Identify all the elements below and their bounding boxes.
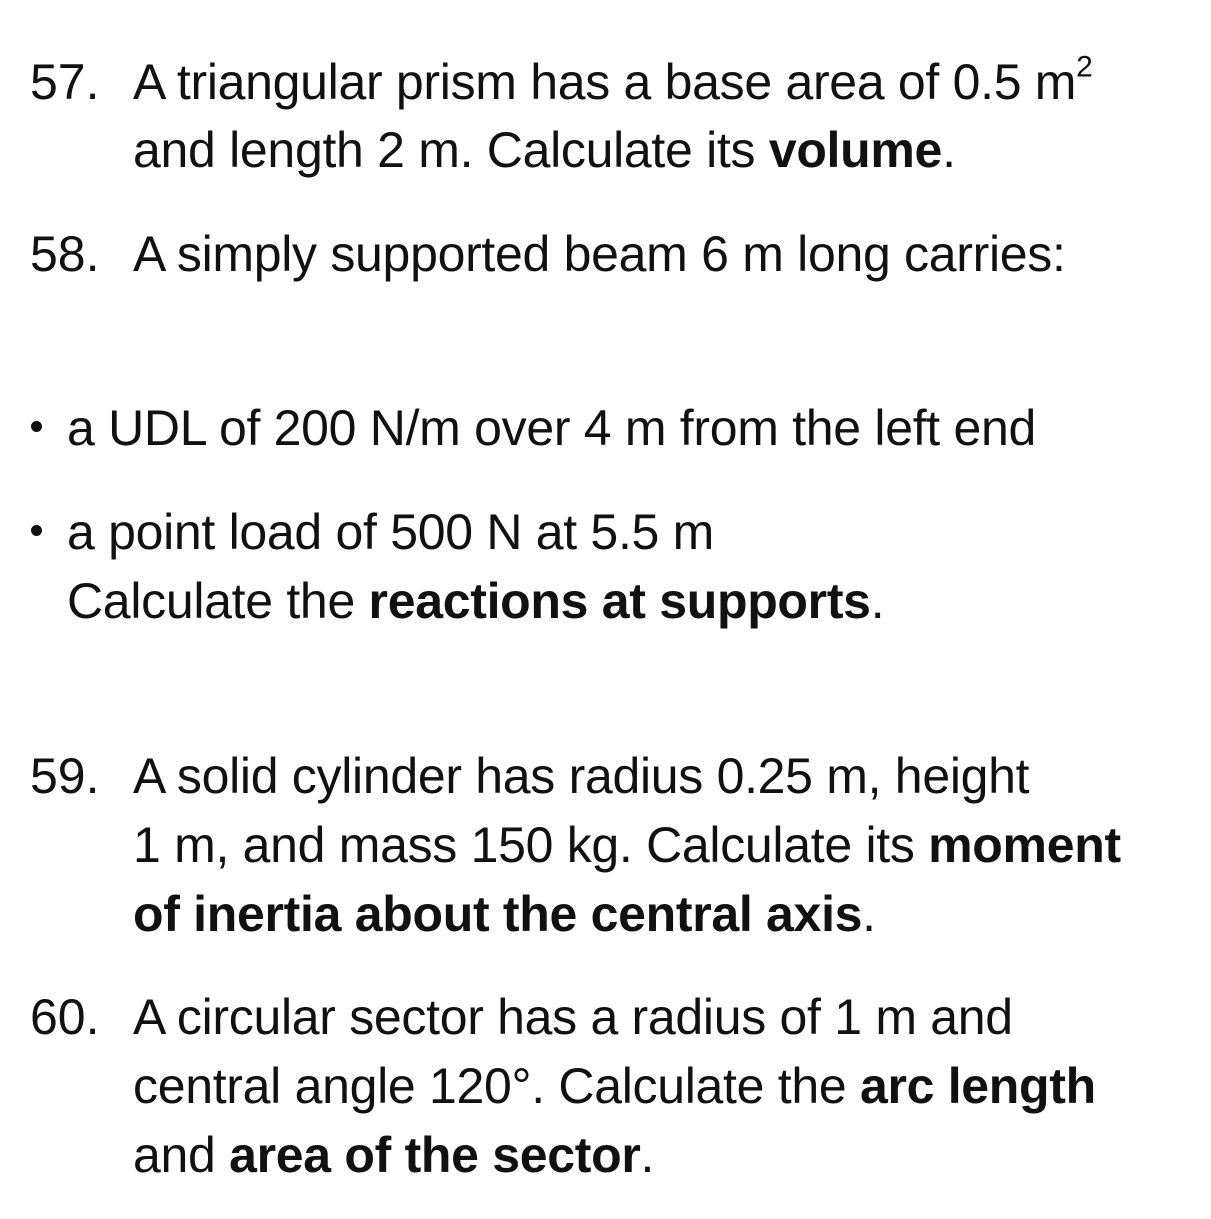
square-superscript: 2 bbox=[1076, 50, 1093, 84]
question-60-line-2 bbox=[133, 1058, 1096, 1114]
question-58-instruction bbox=[67, 573, 885, 629]
question-59-text-2: 1 m, and mass 150 kg. Calculate its bbox=[133, 817, 929, 873]
question-60-text-3: and bbox=[133, 1127, 230, 1183]
question-57-line-1 bbox=[133, 50, 1093, 110]
question-58-line-1: A simply supported beam 6 m long carries: bbox=[133, 226, 1066, 282]
question-60-number: 60. bbox=[30, 989, 100, 1045]
question-59-line-2 bbox=[133, 817, 1121, 873]
question-59-line-1: A solid cylinder has radius 0.25 m, height bbox=[133, 748, 1030, 804]
question-59-number: 59. bbox=[30, 748, 100, 804]
question-59-line-3 bbox=[133, 886, 876, 942]
question-60-period: . bbox=[640, 1127, 655, 1183]
question-57-line-2 bbox=[133, 122, 956, 178]
question-60-text-2: central angle 120°. Calculate the bbox=[133, 1058, 860, 1114]
question-57-keyword: volume bbox=[768, 122, 943, 178]
bullet-marker-2 bbox=[31, 525, 42, 536]
question-59-period: . bbox=[862, 886, 876, 942]
question-58-bullet-1: a UDL of 200 N/m over 4 m from the left end bbox=[67, 400, 1037, 456]
question-58-keyword: reactions at supports bbox=[368, 573, 871, 629]
question-57-number: 57. bbox=[30, 54, 100, 110]
question-59-keyword-2: of inertia about the central axis bbox=[133, 886, 863, 942]
question-58-bullet-2: a point load of 500 N at 5.5 m bbox=[67, 504, 714, 560]
question-57-text-1: A triangular prism has a base area of 0.5 m bbox=[133, 54, 1077, 110]
question-58-number: 58. bbox=[30, 226, 100, 282]
question-58-period: . bbox=[870, 573, 885, 629]
question-57-text-2: and length 2 m. Calculate its bbox=[133, 122, 769, 178]
question-60-keyword-1: arc length bbox=[859, 1058, 1096, 1114]
question-57-period: . bbox=[942, 122, 956, 178]
question-59-keyword-1: moment bbox=[928, 817, 1121, 873]
question-58-text-pre: Calculate the bbox=[67, 573, 369, 629]
question-60-line-3 bbox=[133, 1127, 655, 1183]
question-60-line-1: A circular sector has a radius of 1 m and bbox=[133, 989, 1013, 1045]
question-60-keyword-2: area of the sector bbox=[229, 1127, 641, 1183]
bullet-marker-1 bbox=[31, 421, 42, 432]
